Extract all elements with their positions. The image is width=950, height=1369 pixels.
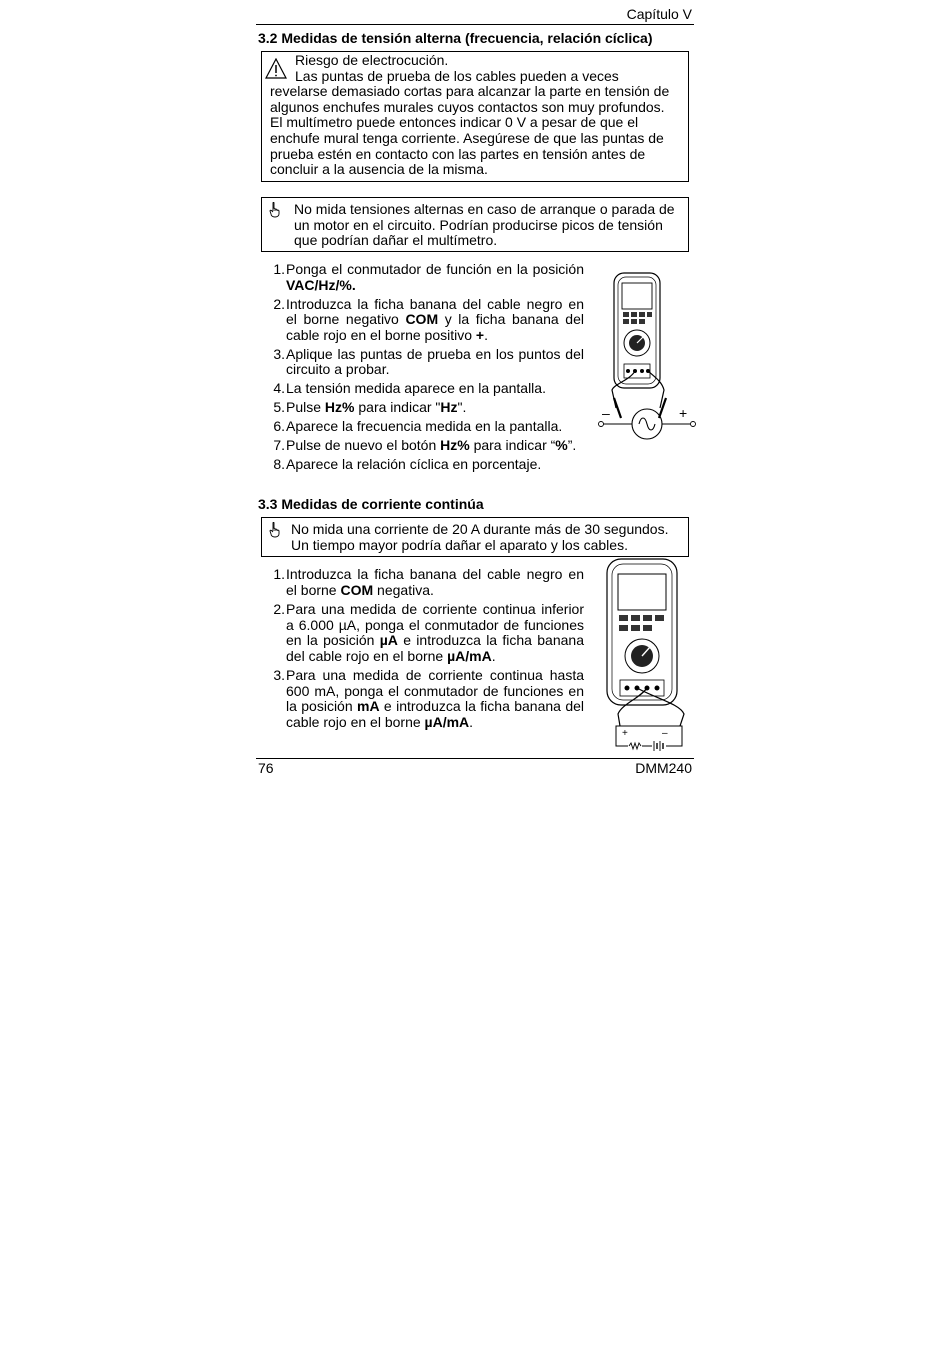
dc-plus-sign: + — [622, 728, 628, 739]
section-3-3-title: 3.3 Medidas de corriente continúa — [258, 496, 484, 512]
multimeter-body — [614, 273, 660, 388]
chapter-header: Capítulo V — [626, 6, 692, 22]
note-current-text: No mida una corriente de 20 A durante más de 30 segundos. Un tiempo mayor podría dañar el aparato y los cables. — [291, 521, 669, 553]
list-item: 5. Pulse Hz% para indicar "Hz". — [273, 399, 467, 416]
list-item: 1. Introduzca la ficha banana del cable negro en el borne COM negativa. — [273, 566, 584, 598]
list-item: 8. Aparece la relación cíclica en porcentaje. — [273, 456, 542, 473]
steps-list-3-3 — [262, 567, 584, 734]
ac-plus-sign: + — [679, 405, 688, 421]
ac-minus-sign: – — [602, 405, 610, 421]
list-item: 1. Ponga el conmutador de función en la posición VAC/Hz/%. — [273, 261, 584, 293]
list-item: 4. La tensión medida aparece en la pantalla. — [273, 380, 546, 397]
list-item: 3. Aplique las puntas de prueba en los puntos del circuito a probar. — [273, 345, 584, 378]
warning-title: Riesgo de electrocución. — [295, 52, 449, 68]
multimeter-body — [607, 559, 677, 705]
list-item: 2. Para una medida de corriente continua inferior a 6.000 µA, ponga el conmutador de funciones en la posición µA e introduzca la ficha banana del cable rojo en el borne µA/mA. — [273, 600, 584, 664]
pointing-hand-icon — [268, 522, 282, 543]
list-item: 7. Pulse de nuevo el botón Hz% para indicar “%”. — [273, 437, 577, 454]
page-number: 76 — [258, 760, 274, 776]
warning-text — [270, 53, 680, 178]
steps-list-3-2 — [262, 262, 584, 476]
dc-minus-sign: – — [662, 728, 668, 739]
list-item: 6. Aparece la frecuencia medida en la pantalla. — [273, 418, 563, 435]
list-item: 3. Para una medida de corriente continua hasta 600 mA, ponga el conmutador de funciones en la posición mA e introduzca la ficha banana del cable rojo en el borne µA/mA. — [273, 667, 584, 730]
model-name: DMM240 — [635, 760, 692, 776]
list-item: 2. Introduzca la ficha banana del cable negro en el borne negativo COM y la ficha banana del cable rojo en el borne positivo +. — [273, 295, 584, 343]
pointing-hand-icon — [268, 202, 282, 223]
note-motor-text: No mida tensiones alternas en caso de arranque o parada de un motor en el circuito. Podrían producirse picos de tensión que podrían dañar el multímetro. — [294, 201, 675, 249]
multimeter-ac-illustration — [594, 268, 700, 447]
footer-divider — [256, 758, 694, 759]
multimeter-dc-illustration — [600, 556, 692, 757]
section-3-2-title: 3.2 Medidas de tensión alterna (frecuencia, relación cíclica) — [258, 30, 653, 46]
warning-body: Las puntas de prueba de los cables pueden a veces revelarse demasiado cortas para alcanzar la parte en tensión de algunos enchufes murales cuyos contactos son muy profundos. El multímetro puede entonces indicar 0 V a pesar de que el enchufe mural tenga corriente. Asegúrese de que las puntas de prueba estén en contacto con las partes en tensión antes de concluir a la ausencia de la misma. — [270, 67, 670, 178]
header-divider — [256, 24, 694, 25]
test-leads — [618, 688, 684, 726]
